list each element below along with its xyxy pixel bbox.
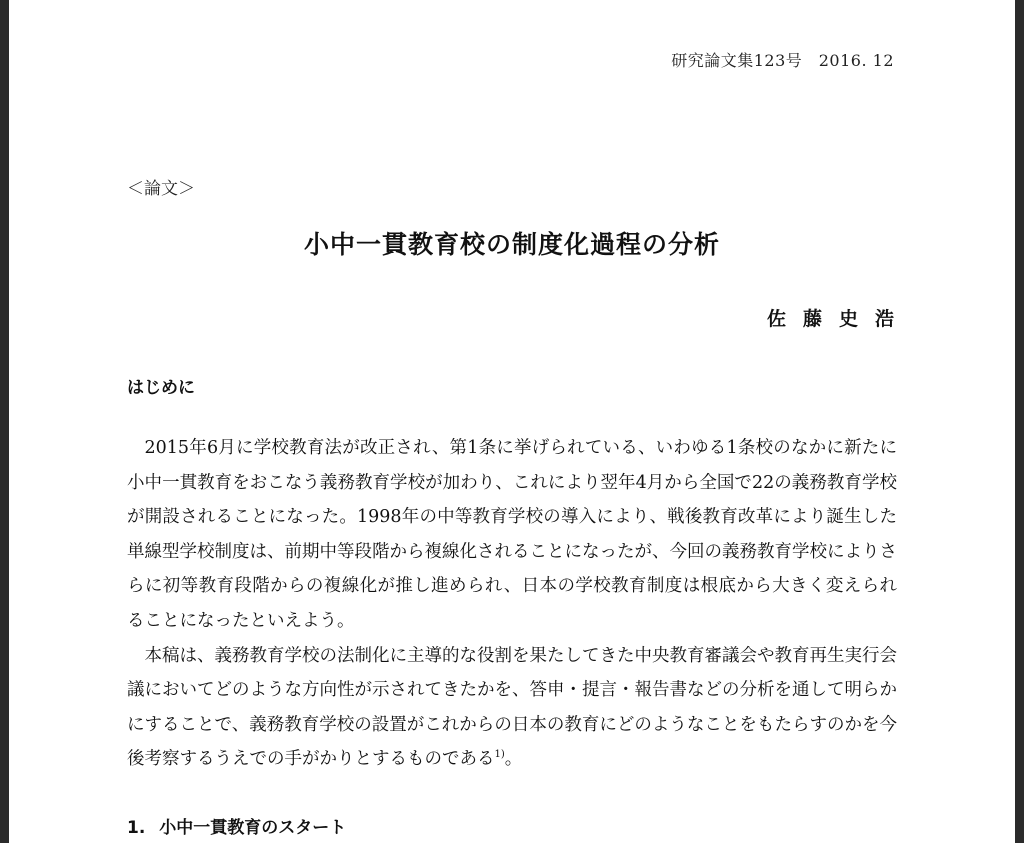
paragraph-2-text: 本稿は、義務教育学校の法制化に主導的な役割を果たしてきた中央教育審議会や教育再生実行会議においてどのような方向性が示されてきたかを、答申・提言・報告書などの分析を通して明らかにすることで、義務教育学校の設置がこれからの日本の教育にどのようなことをもたらすのかを今後考察するうえでの手がかりとするものである [127, 645, 897, 770]
article-title: 小中一貫教育校の制度化過程の分析 [303, 230, 720, 259]
journal-header: 研究論文集123号 2016. 12 [671, 51, 894, 70]
footnote-ref[interactable]: 1) [494, 749, 505, 761]
intro-heading: はじめに [127, 378, 195, 398]
article-author: 佐藤史浩 [766, 308, 911, 330]
paper-page [9, 0, 1015, 843]
paragraph-1: 2015年6月に学校教育法が改正され、第1条に挙げられている、いわゆる1条校のなかに新たに小中一貫教育をおこなう義務教育学校が加わり、これにより翌年4月から全国で22の義務教育学校が開設されることになった。1998年の中等教育学校の導入により、戦後教育改革により誕生した単線型学校制度は、前期中等段階から複線化されることになったが、今回の義務教育学校によりさらに初等教育段階からの複線化が推し進められ、日本の学校教育制度は根底から大きく変えられることになったといえよう。 [127, 438, 897, 631]
article-category: ＜論文＞ [127, 179, 195, 199]
section-1-title: 小中一貫教育のスタート [159, 818, 347, 838]
paragraph-2-end: 。 [504, 749, 523, 770]
section-1-heading [127, 813, 346, 838]
paragraph-2 [127, 639, 897, 777]
section-1-number: 1. [127, 818, 146, 838]
intro-body [127, 431, 897, 777]
